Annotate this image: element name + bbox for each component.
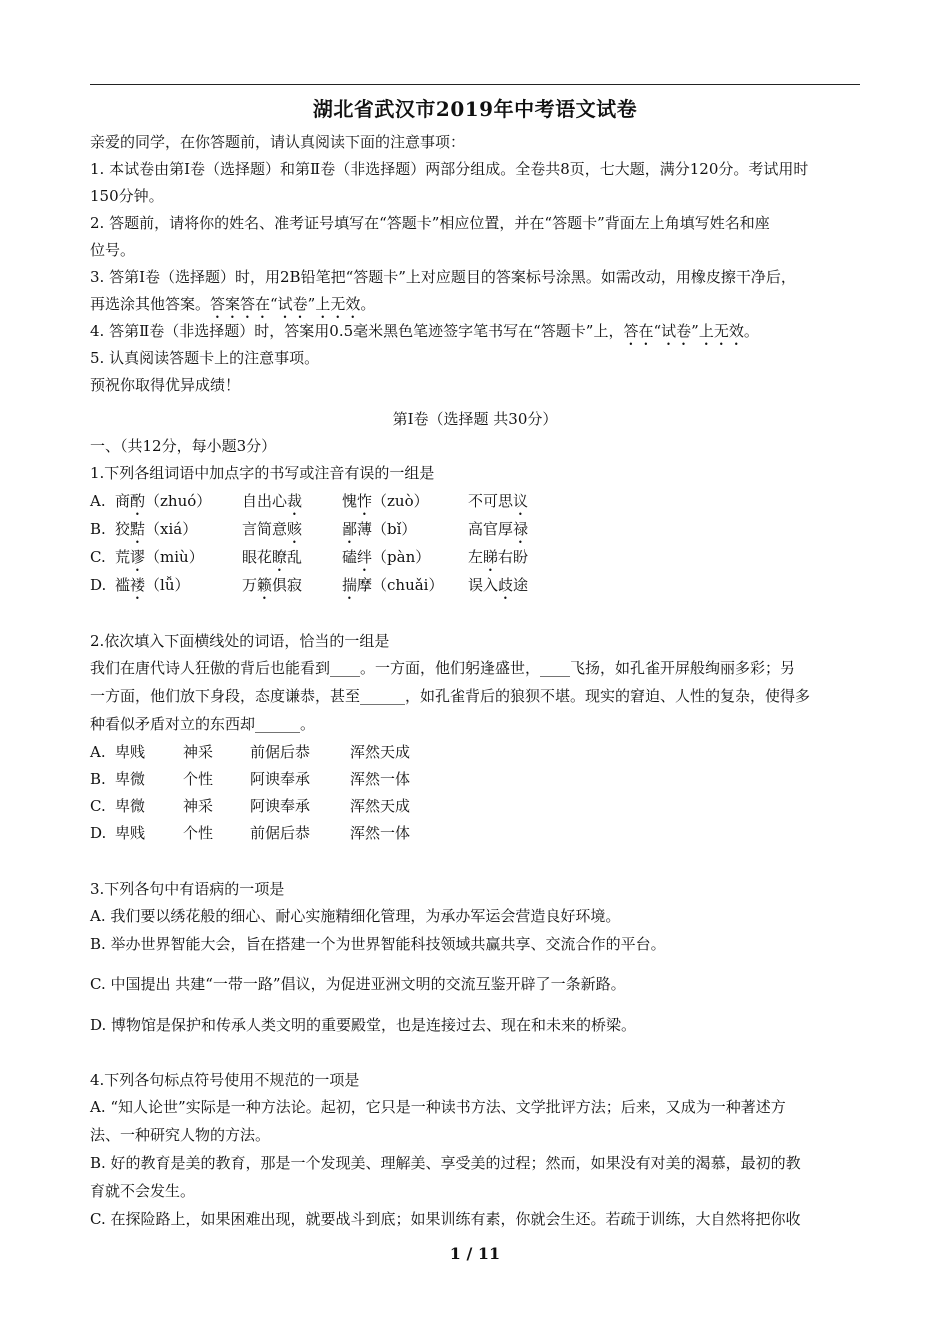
option-label: D. [90, 824, 107, 842]
option-word: 阿谀奉承 [250, 770, 311, 788]
question-2-stem: 2.依次填入下面横线处的词语，恰当的一组是 [90, 632, 390, 650]
option-label: B. [90, 770, 106, 788]
option-word: 卑微 [115, 770, 146, 788]
option-word: 揣摩（chuǎi） [342, 576, 444, 594]
question-3-option-b: B. 举办世界智能大会，旨在搭建一个为世界智能科技领域共赢共享、交流合作的平台。 [90, 935, 666, 953]
option-word: 前倨后恭 [250, 743, 311, 761]
question-3-option-a: A. 我们要以绣花般的细心、耐心实施精细化管理，为承办军运会营造良好环境。 [90, 907, 621, 925]
question-1-stem: 1.下列各组词语中加点字的书写或注音有误的一组是 [90, 464, 435, 482]
option-word: 自出心裁 [242, 492, 303, 510]
option-word: 狡黠（xiá） [115, 520, 198, 538]
option-word: 阿谀奉承 [250, 797, 311, 815]
option-word: 卑贱 [115, 743, 146, 761]
option-word: 荒谬（miù） [115, 548, 204, 566]
part-heading: 一、（共12分，每小题3分） [90, 437, 277, 455]
notice-wish: 预祝你取得优异成绩！ [90, 376, 241, 394]
notice-item-5: 5. 认真阅读答题卡上的注意事项。 [90, 349, 320, 367]
option-word: 言简意赅 [242, 520, 303, 538]
question-2-passage: 我们在唐代诗人狂傲的背后也能看到____。一方面，他们躬逢盛世，____飞扬，如孔雀开屏般绚丽多彩；另 [90, 659, 796, 677]
option-word: 卑微 [115, 797, 146, 815]
question-4-option-c: C. 在探险路上，如果困难出现，就要战斗到底；如果训练有素，你就会生还。若疏于训练，大自然将把你收 [90, 1210, 801, 1228]
option-word: 浑然天成 [350, 797, 411, 815]
page-number: 1 / 11 [449, 1244, 501, 1263]
option-label: A. [90, 492, 106, 510]
notice-item-4: 4. 答第Ⅱ卷（非选择题）时，答案用0.5毫米黑色笔迹签字笔书写在“答题卡”上，答在“试卷”上无效。 [90, 322, 759, 340]
question-4-option-b-cont: 育就不会发生。 [90, 1182, 196, 1200]
option-word: 浑然一体 [350, 824, 411, 842]
notice-item-1-cont: 150分钟。 [90, 187, 164, 205]
option-word: 不可思议 [468, 492, 529, 510]
option-word: 浑然天成 [350, 743, 411, 761]
option-word: 浑然一体 [350, 770, 411, 788]
page-title: 湖北省武汉市2019年中考语文试卷 [312, 97, 638, 121]
option-word: 愧怍（zuò） [342, 492, 429, 510]
option-label: B. [90, 520, 106, 538]
option-word: 左睇右盼 [468, 548, 529, 566]
notice-item-2: 2. 答题前，请将你的姓名、准考证号填写在“答题卡”相应位置，并在“答题卡”背面左上角填写姓名和座 [90, 214, 770, 232]
option-word: 神采 [183, 797, 214, 815]
notice-item-2-cont: 位号。 [90, 241, 136, 259]
question-3-option-c: C. 中国提出 共建“一带一路”倡议，为促进亚洲文明的交流互鉴开辟了一条新路。 [90, 975, 626, 993]
header-rule [90, 84, 860, 85]
question-3-stem: 3.下列各句中有语病的一项是 [90, 880, 285, 898]
notice-item-3: 3. 答第Ⅰ卷（选择题）时，用2B铅笔把“答题卡”上对应题目的答案标号涂黑。如需改动，用橡皮擦干净后， [90, 268, 796, 286]
option-word: 鄙薄（bǐ） [342, 520, 417, 538]
option-label: C. [90, 797, 106, 815]
option-word: 商酌（zhuó） [115, 492, 212, 510]
option-label: A. [90, 743, 106, 761]
option-word: 前倨后恭 [250, 824, 311, 842]
emphasis-text: 答在“试卷”上无效 [623, 322, 744, 340]
option-word: 高官厚禄 [468, 520, 529, 538]
option-word: 褴褛（lǚ） [115, 576, 190, 594]
option-word: 个性 [183, 824, 214, 842]
option-word: 万籁俱寂 [242, 576, 303, 594]
question-3-option-d: D. 博物馆是保护和传承人类文明的重要殿堂，也是连接过去、现在和未来的桥梁。 [90, 1016, 637, 1034]
option-word: 眼花瞭乱 [242, 548, 303, 566]
question-4-option-b: B. 好的教育是美的教育，那是一个发现美、理解美、享受美的过程；然而，如果没有对美的渴慕，最初的教 [90, 1154, 801, 1172]
option-word: 个性 [183, 770, 214, 788]
option-label: D. [90, 576, 107, 594]
section-heading: 第Ⅰ卷（选择题 共30分） [392, 410, 558, 428]
option-word: 磕绊（pàn） [342, 548, 431, 566]
question-2-passage: 种看似矛盾对立的东西却______。 [90, 715, 316, 733]
question-4-option-a: A. “知人论世”实际是一种方法论。起初，它只是一种读书方法、文学批评方法；后来，又成为一种著述方 [90, 1098, 786, 1116]
notice-intro: 亲爱的同学，在你答题前，请认真阅读下面的注意事项： [90, 133, 466, 151]
option-label: C. [90, 548, 106, 566]
emphasis-text: 答案答在“试卷”上无效 [210, 295, 361, 313]
question-2-passage: 一方面，他们放下身段，态度谦恭，甚至______，如孔雀背后的狼狈不堪。现实的窘迫、人性的复杂，使得多 [90, 687, 811, 705]
notice-item-3-cont: 再选涂其他答案。答案答在“试卷”上无效。 [90, 295, 376, 313]
option-word: 误入歧途 [468, 576, 529, 594]
question-4-stem: 4.下列各句标点符号使用不规范的一项是 [90, 1071, 360, 1089]
notice-item-1: 1. 本试卷由第Ⅰ卷（选择题）和第Ⅱ卷（非选择题）两部分组成。全卷共8页，七大题，满分120分。考试用时 [90, 160, 809, 178]
option-word: 卑贱 [115, 824, 146, 842]
option-word: 神采 [183, 743, 214, 761]
question-4-option-a-cont: 法、一种研究人物的方法。 [90, 1126, 271, 1144]
